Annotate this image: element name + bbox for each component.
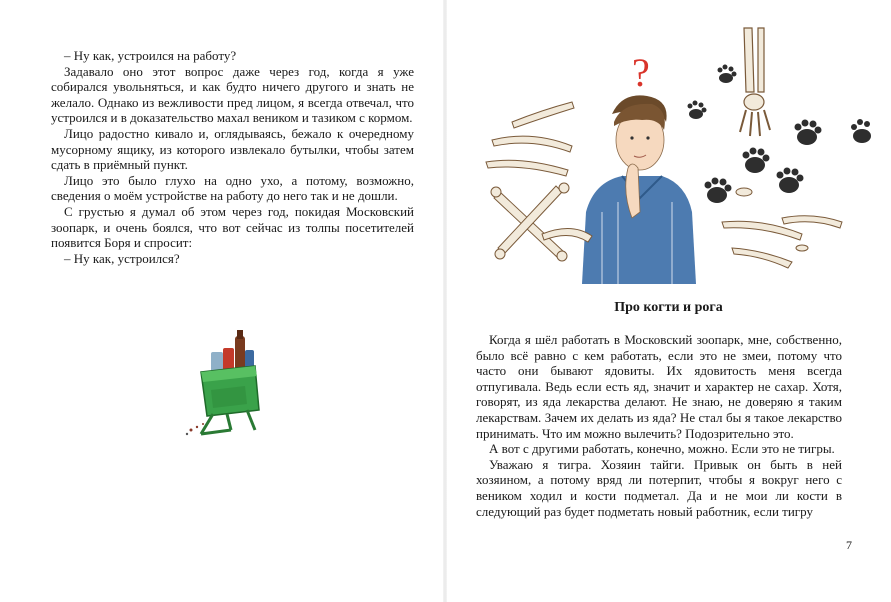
chapter-title: Про когти и рога xyxy=(614,300,723,315)
right-page-text xyxy=(476,332,842,519)
paragraph: С грустью я думал об этом через год, покидая Московский зоопарк, и очень боялся, что вот сейчас из толпы посетителей появится Боря и спросит: xyxy=(51,203,414,251)
paragraph: Задавало оно этот вопрос даже через год, когда я уже собирался увольняться, и как будто ничего другого и знать не желало. Однако из вежливости пред лицом, я всегда отвечал, что устроился и в доказательство махал веником и тазиком с кормом. xyxy=(51,63,414,126)
paw-print-icon xyxy=(795,120,822,146)
boy-figure xyxy=(582,95,696,284)
paw-print-icon xyxy=(777,168,804,194)
paw-print-icon xyxy=(705,178,732,204)
boy-with-bones-illustration xyxy=(482,22,872,284)
bottle-icon xyxy=(211,352,223,372)
paw-print-icon xyxy=(743,148,770,174)
paragraph: Лицо радостно кивало и, оглядываясь, бежало к очередному мусорному ящику, из которого извлекало бутылки, чтобы затем сдать в приёмный пункт. xyxy=(51,125,414,173)
bones-group xyxy=(486,102,592,261)
paragraph: – Ну как, устроился? xyxy=(64,250,180,266)
paragraph: Когда я шёл работать в Московский зоопарк, мне, собственно, было всё равно с кем работать, если это не змеи, потому что часто они бывают ядовиты. Их ядовитость меня всегда отпугивала. Ведь если есть яд, значит и характер не сахар. Хотя, говорят, из яда лекарства делают. Не знаю, не доверяю я таким лекарствам. Зачем их делать из яда? Не стал бы я такое лекарство принимать. Что им можно вылечить? Подозрительно это. xyxy=(476,332,842,441)
page-number: 7 xyxy=(846,538,852,552)
question-mark: ? xyxy=(632,50,650,95)
paw-print-icon xyxy=(718,65,737,84)
left-page xyxy=(0,0,445,602)
paw-print-icon xyxy=(688,101,707,120)
paragraph: Уважаю я тигра. Хозяин тайги. Привык он быть в ней хозяином, а потому вряд ли потерпит, чтобы я вокруг него с веником ходил и кости подметал. Да и не мои ли кости в следующий раз будет подметать новый работник, если тигру xyxy=(476,456,842,519)
paragraph: А вот с другими работать, конечно, можно. Если это не тигры. xyxy=(489,441,835,457)
trash-bin-illustration xyxy=(183,330,273,440)
paragraph: – Ну как, устроился на работу? xyxy=(64,48,237,63)
paw-print-icon xyxy=(851,119,871,143)
arm-skeleton-icon xyxy=(740,28,770,136)
bones-group xyxy=(722,188,842,268)
paw-prints xyxy=(688,65,872,204)
paragraph: Лицо это было глухо на одно ухо, а потому, возможно, сведения о моём устройстве на работу до него так и не дошли. xyxy=(51,172,414,204)
left-page-text xyxy=(51,48,414,266)
right-page xyxy=(446,0,891,602)
